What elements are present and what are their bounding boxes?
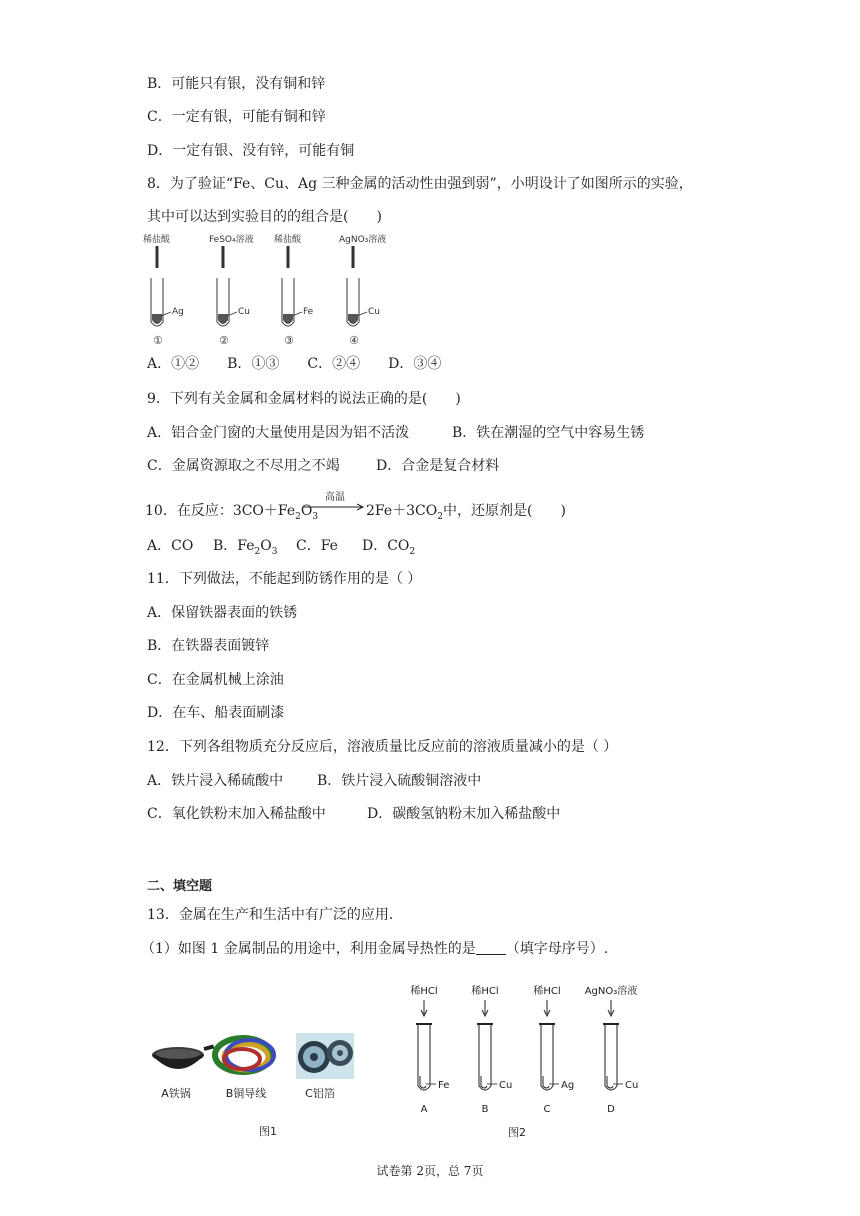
answer-blank[interactable] (476, 940, 506, 955)
q9-option-b: B．铁在潮湿的空气中容易生锈 (452, 425, 645, 441)
figure-2-metal-label: Ag (561, 1080, 575, 1091)
copper-wire-image (215, 1038, 274, 1072)
q10-option-b: B．$Fe_2O_3$ (213, 538, 278, 557)
metal-strip-icon (543, 1076, 549, 1088)
figure-2-metal-label: Fe (438, 1080, 450, 1091)
q10-option-a: A．CO (147, 538, 194, 554)
q11-stem: 11．下列做法，不能起到防锈作用的是（ ） (147, 571, 422, 587)
iron-wok-image (152, 1044, 214, 1069)
q13-subquestion-1: （1）如图 1 金属制品的用途中，利用金属导热性的是 （填字母序号）. (141, 941, 609, 957)
q12-option-d: D．碳酸氢钠粉末加入稀盐酸中 (367, 806, 561, 822)
q11-option-b: B．在铁器表面镀锌 (147, 638, 270, 654)
q12-option-c: C．氧化铁粉末加入稀盐酸中 (147, 806, 326, 822)
figure-2-reagent-label: 稀HCl (471, 986, 499, 997)
q9-option-c: C．金属资源取之不尽用之不竭 (147, 458, 340, 474)
q10-stem: 10．在反应：$3CO+Fe_2O_3$ (145, 503, 319, 522)
figure-1-item-label: B铜导线 (225, 1087, 267, 1100)
q7-option-d: D．一定有银、没有锌，可能有铜 (147, 143, 355, 159)
q9-option-a: A．铝合金门窗的大量使用是因为铝不活泼 (147, 425, 410, 441)
figure-2-tube-letter: C (543, 1104, 551, 1115)
metal-piece-icon (218, 314, 228, 324)
q8-tube-reagent-label: 稀盐酸 (274, 235, 302, 245)
q11-option-a: A．保留铁器表面的铁锈 (147, 605, 298, 621)
q8-tube-number: ④ (349, 334, 359, 347)
figure-2-reagent-label: 稀HCl (410, 986, 438, 997)
metal-strip-icon (607, 1076, 613, 1088)
figure-2-tube-letter: D (607, 1104, 615, 1115)
q8-experiment-figure (140, 232, 420, 350)
q8-tube-metal-label: Fe (303, 307, 314, 317)
q9-option-d: D．合金是复合材料 (376, 458, 500, 474)
figure-1-item-label: A铁锅 (161, 1087, 191, 1100)
q8-stem-line2: 其中可以达到实验目的的组合是( ) (147, 209, 382, 225)
q11-option-c: C．在金属机械上涂油 (147, 672, 284, 688)
figure-2-reagent-label: AgNO₃溶液 (584, 986, 638, 997)
metal-piece-icon (152, 314, 162, 324)
q8-tube-metal-label: Ag (172, 307, 184, 317)
q10-reaction-condition: 高温 (325, 492, 345, 503)
q10-reaction-arrow (304, 503, 366, 511)
q10-option-d: D．$CO_2$ (362, 538, 416, 557)
q7-option-b: B．可能只有银，没有铜和锌 (147, 76, 326, 92)
q8-tube-reagent-label: FeSO₄溶液 (209, 235, 254, 245)
q8-tube-metal-label: Cu (238, 307, 250, 317)
q8-stem-line1: 8．为了验证“Fe、Cu、Ag 三种金属的活动性由强到弱”，小明设计了如图所示的实验， (147, 176, 693, 192)
page-footer: 试卷第 2页，总 7页 (376, 1164, 484, 1178)
q8-tube-metal-label: Cu (368, 307, 380, 317)
figure-2-reagent-label: 稀HCl (533, 986, 561, 997)
metal-strip-icon (420, 1076, 426, 1088)
figure-1-item-label: C铝箔 (305, 1087, 335, 1100)
figure-2-metal-label: Cu (499, 1080, 513, 1091)
figure-1-caption: 图1 (259, 1125, 277, 1138)
q8-tube-number: ① (153, 334, 163, 347)
q7-option-c: C．一定有银，可能有铜和锌 (147, 109, 326, 125)
figure-2-test-tubes (394, 980, 674, 1142)
q8-tube-number: ③ (284, 334, 294, 347)
section-heading-fill-in: 二、填空题 (147, 879, 213, 894)
metal-strip-icon (481, 1076, 487, 1088)
figure-2-tube-letter: B (481, 1104, 489, 1115)
q11-option-d: D．在车、船表面刷漆 (147, 705, 285, 721)
figure-2-caption: 图2 (508, 1126, 526, 1139)
q8-tube-number: ② (219, 334, 229, 347)
metal-piece-icon (348, 314, 358, 324)
q12-option-b: B．铁片浸入硫酸铜溶液中 (317, 773, 482, 789)
q8-tube-reagent-label: 稀盐酸 (143, 235, 171, 245)
q8-options: A．①② B．①③ C．②④ D．③④ (147, 356, 442, 372)
q12-stem: 12．下列各组物质充分反应后，溶液质量比反应前的溶液质量减小的是（ ） (147, 739, 618, 755)
q10-option-c: C．Fe (296, 538, 338, 554)
q10-stem-after: $2Fe+3CO_2$中，还原剂是( ) (366, 503, 566, 522)
metal-piece-icon (283, 314, 293, 324)
q8-tube-reagent-label: AgNO₃溶液 (339, 235, 387, 245)
figure-1-metal-products (148, 1025, 368, 1143)
q13-stem: 13．金属在生产和生活中有广泛的应用. (147, 907, 394, 923)
figure-2-metal-label: Cu (625, 1080, 639, 1091)
figure-2-tube-letter: A (420, 1104, 428, 1115)
q12-option-a: A．铁片浸入稀硫酸中 (147, 773, 284, 789)
q9-stem: 9．下列有关金属和金属材料的说法正确的是( ) (147, 391, 461, 407)
aluminum-foil-image (296, 1033, 354, 1079)
